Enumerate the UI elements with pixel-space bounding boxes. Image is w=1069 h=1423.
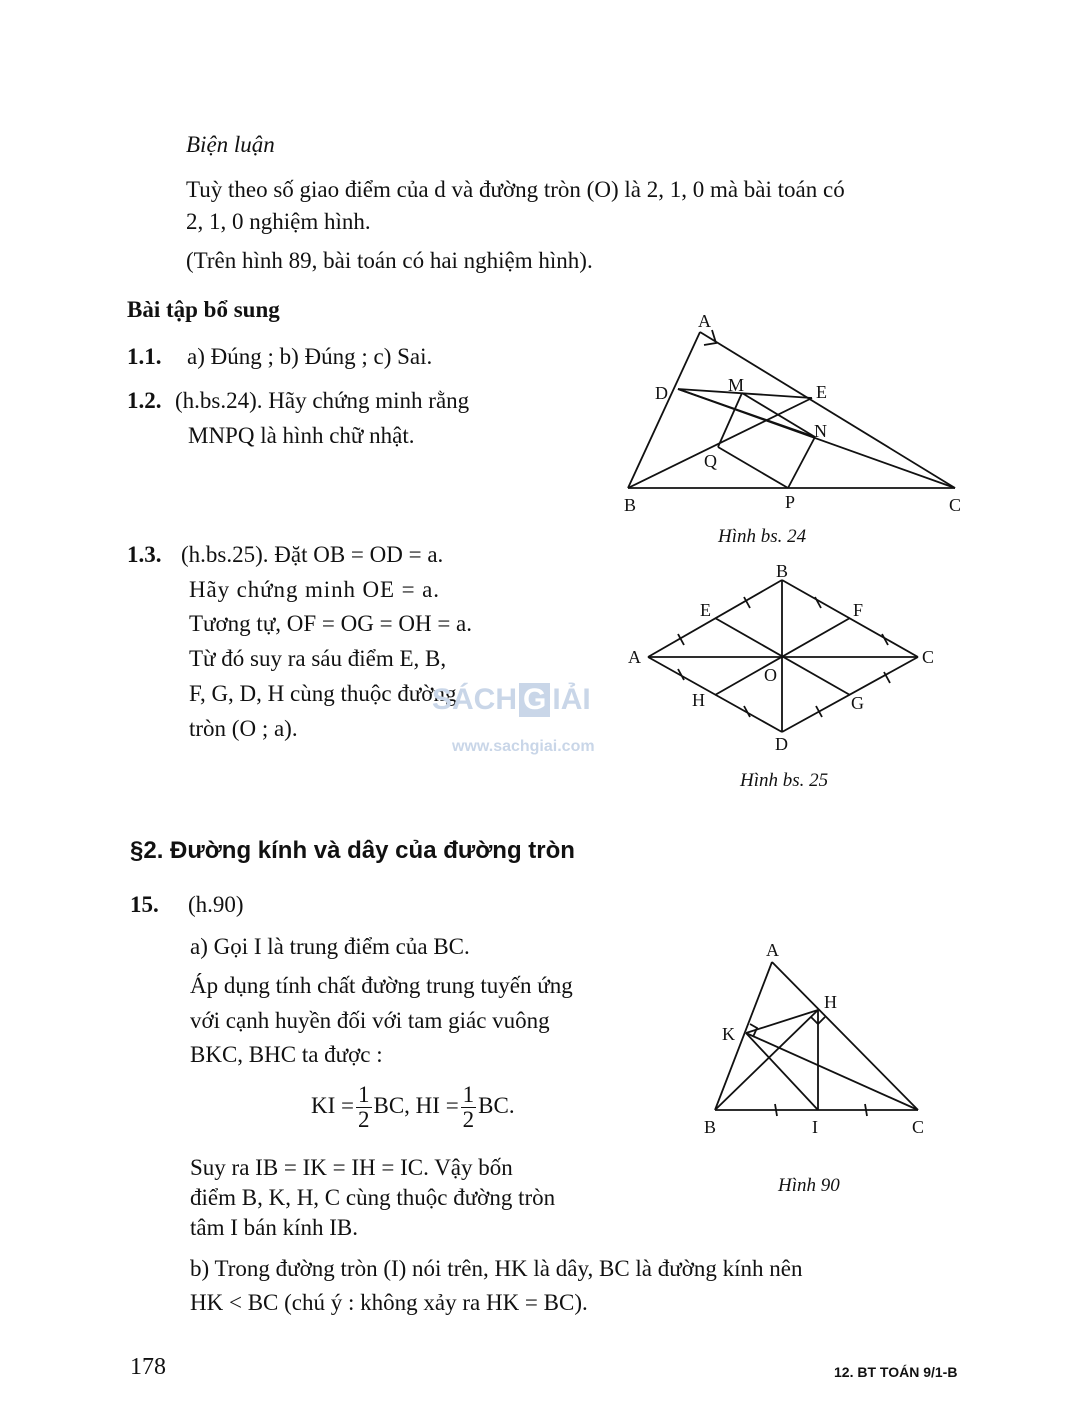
watermark-logo — [432, 683, 591, 717]
formula-ki-label: KI = — [311, 1092, 354, 1118]
item-1-3-line-5: F, G, D, H cùng thuộc đường — [189, 681, 457, 706]
watermark-brand-right: IẢI — [552, 683, 591, 716]
item-1-2-number: 1.2. — [127, 388, 162, 413]
fig25-label-B: B — [776, 561, 789, 581]
fig24-label-P: P — [785, 492, 796, 512]
page-number: 178 — [130, 1354, 166, 1380]
fraction-2-denominator: 2 — [462, 1107, 475, 1132]
fig25-label-O: O — [764, 665, 777, 685]
problem-15-apply-line-2: với cạnh huyền đối với tam giác vuông — [190, 1008, 550, 1033]
fig90-label-H: H — [824, 992, 837, 1012]
fig25-label-D: D — [775, 734, 788, 754]
figure-bs24 — [600, 305, 980, 525]
fig25-label-H: H — [692, 690, 705, 710]
item-1-3-number: 1.3. — [127, 542, 162, 567]
formula-ki-hi — [311, 1083, 515, 1132]
watermark-brand-left: SÁCH — [432, 683, 518, 716]
fig24-label-D: D — [655, 383, 668, 403]
item-1-3-line-4: Từ đó suy ra sáu điểm E, B, — [189, 646, 447, 671]
fig24-label-E: E — [816, 382, 827, 402]
problem-15-a-line: a) Gọi I là trung điểm của BC. — [190, 934, 470, 959]
fig25-label-F: F — [853, 600, 864, 620]
problem-15-number: 15. — [130, 892, 159, 917]
fig24-label-Q: Q — [704, 451, 717, 471]
watermark-brand-mid: G — [519, 683, 550, 717]
fig90-label-A: A — [766, 940, 779, 960]
item-1-3-line-2: Hãy chứng minh OE = a. — [189, 577, 440, 602]
problem-15-b-line-2: HK < BC (chú ý : không xảy ra HK = BC). — [190, 1290, 588, 1315]
item-1-2-line-1: (h.bs.24). Hãy chứng minh rằng — [175, 388, 470, 413]
bien-luan-heading: Biện luận — [186, 132, 275, 157]
fig25-label-C: C — [922, 647, 935, 667]
fig24-label-N: N — [814, 421, 827, 441]
fig24-label-C: C — [949, 495, 962, 515]
fig24-label-A: A — [698, 311, 711, 331]
item-1-3-line-1: (h.bs.25). Đặt OB = OD = a. — [181, 542, 444, 567]
fraction-one-half-2 — [461, 1083, 477, 1132]
fig25-label-E: E — [700, 600, 711, 620]
item-1-3-line-6: tròn (O ; a). — [189, 716, 298, 741]
item-1-1-line-1: a) Đúng ; b) Đúng ; c) Sai. — [187, 344, 433, 369]
intro-paragraph-line-2: 2, 1, 0 nghiệm hình. — [186, 209, 371, 234]
problem-15-b-line-1: b) Trong đường tròn (I) nói trên, HK là dây, BC là đường kính nên — [190, 1256, 803, 1281]
item-1-2-line-2: MNPQ là hình chữ nhật. — [188, 423, 415, 448]
fig25-caption: Hình bs. 25 — [740, 770, 829, 791]
footer-code: 12. BT TOÁN 9/1-B — [834, 1364, 958, 1380]
fig90-label-K: K — [722, 1024, 735, 1044]
fig90-label-I: I — [812, 1117, 818, 1137]
figure-bs25 — [620, 555, 945, 755]
fig25-label-A: A — [628, 647, 641, 667]
problem-15-conclude-line-1: Suy ra IB = IK = IH = IC. Vậy bốn — [190, 1155, 513, 1180]
intro-note: (Trên hình 89, bài toán có hai nghiệm hình). — [186, 248, 593, 273]
fig25-label-G: G — [851, 693, 864, 713]
extra-exercises-heading: Bài tập bổ sung — [127, 297, 280, 322]
watermark-url: www.sachgiai.com — [452, 738, 595, 755]
section-title: §2. Đường kính và dây của đường tròn — [130, 837, 575, 864]
problem-15-apply-line-1: Áp dụng tính chất đường trung tuyến ứng — [190, 973, 573, 998]
problem-15-apply-line-3: BKC, BHC ta được : — [190, 1042, 383, 1067]
fraction-1-denominator: 2 — [358, 1107, 370, 1132]
fig24-label-M: M — [728, 375, 745, 395]
formula-mid: BC, HI = — [373, 1092, 459, 1118]
item-1-3-line-3: Tương tự, OF = OG = OH = a. — [189, 611, 472, 636]
fig90-label-B: B — [704, 1117, 717, 1137]
formula-end: BC. — [478, 1092, 515, 1118]
fraction-one-half-1 — [356, 1083, 372, 1132]
fig24-label-B: B — [624, 495, 637, 515]
fraction-2-numerator: 1 — [462, 1082, 475, 1107]
fig90-label-C: C — [912, 1117, 925, 1137]
fig90-caption: Hình 90 — [778, 1175, 840, 1196]
problem-15-conclude-line-2: điểm B, K, H, C cùng thuộc đường tròn — [190, 1185, 556, 1210]
item-1-1-number: 1.1. — [127, 344, 162, 369]
intro-paragraph-line-1: Tuỳ theo số giao điểm của d và đường tròn (O) là 2, 1, 0 mà bài toán có — [186, 177, 845, 202]
problem-15-ref: (h.90) — [188, 892, 244, 917]
problem-15-conclude-line-3: tâm I bán kính IB. — [190, 1215, 358, 1240]
fraction-1-numerator: 1 — [358, 1082, 370, 1107]
fig24-caption: Hình bs. 24 — [718, 526, 807, 547]
figure-90 — [690, 930, 940, 1140]
